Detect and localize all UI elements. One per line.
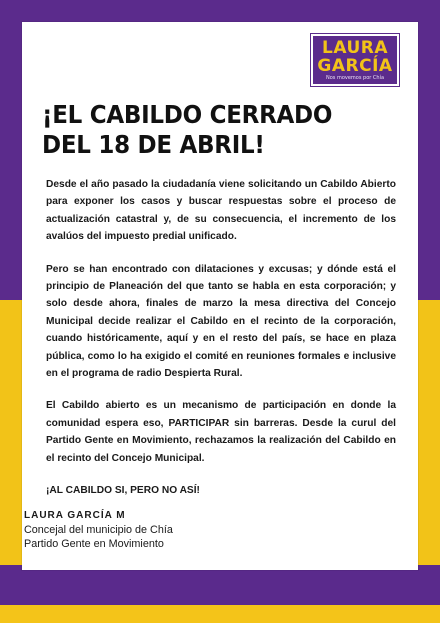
signature-block [24, 509, 173, 551]
logo-line-2: GARCÍA [317, 56, 393, 76]
logo-line-1: LAURA [321, 38, 389, 58]
bottom-purple-stripe [0, 565, 440, 605]
paragraph-3: El Cabildo abierto es un mecanismo de participación en donde la comunidad espera eso, PARTICIPAR sin barreras. Desde la curul del Partido Gente en Movimiento, rechazamos la realización del Cabildo en el recinto del Concejo Municipal. [46, 400, 396, 464]
signature-party: Partido Gente en Movimiento [24, 538, 164, 550]
letter-body [46, 176, 396, 516]
signature-name: LAURA GARCÍA M [24, 510, 126, 521]
paragraph-2: Pero se han encontrado con dilataciones y excusas; y dónde está el principio de Planeación del que tanto se habla en esta corporación; y solo desde ahora, finales de marzo la mesa directiva del Concejo Municipal decide realizar el Cabildo en el recinto de la corporación, cuando históricamente, aquí y en el resto del país, se hace en plaza pública, como lo ha exigido el comité en reuniones formales e inclusive en el programa de radio Despierta Rural. [46, 263, 396, 380]
paragraph-1: Desde el año pasado la ciudadanía viene solicitando un Cabildo Abierto para exponer los casos y buscar respuestas sobre el proceso de actualización catastral y, de su consecuencia, el incremento de los avalúos del impuesto predial unificado. [46, 179, 396, 243]
headline: ¡EL CABILDO CERRADO DEL 18 DE ABRIL! [42, 100, 333, 159]
signature-role: Concejal del municipio de Chía [24, 524, 173, 536]
logo-tagline: Nos movemos por Chía [325, 75, 385, 81]
bottom-yellow-stripe [0, 605, 440, 623]
campaign-logo [311, 34, 399, 86]
letter-card [22, 22, 418, 570]
closing-slogan: ¡AL CABILDO SI, PERO NO ASÍ! [46, 485, 200, 497]
